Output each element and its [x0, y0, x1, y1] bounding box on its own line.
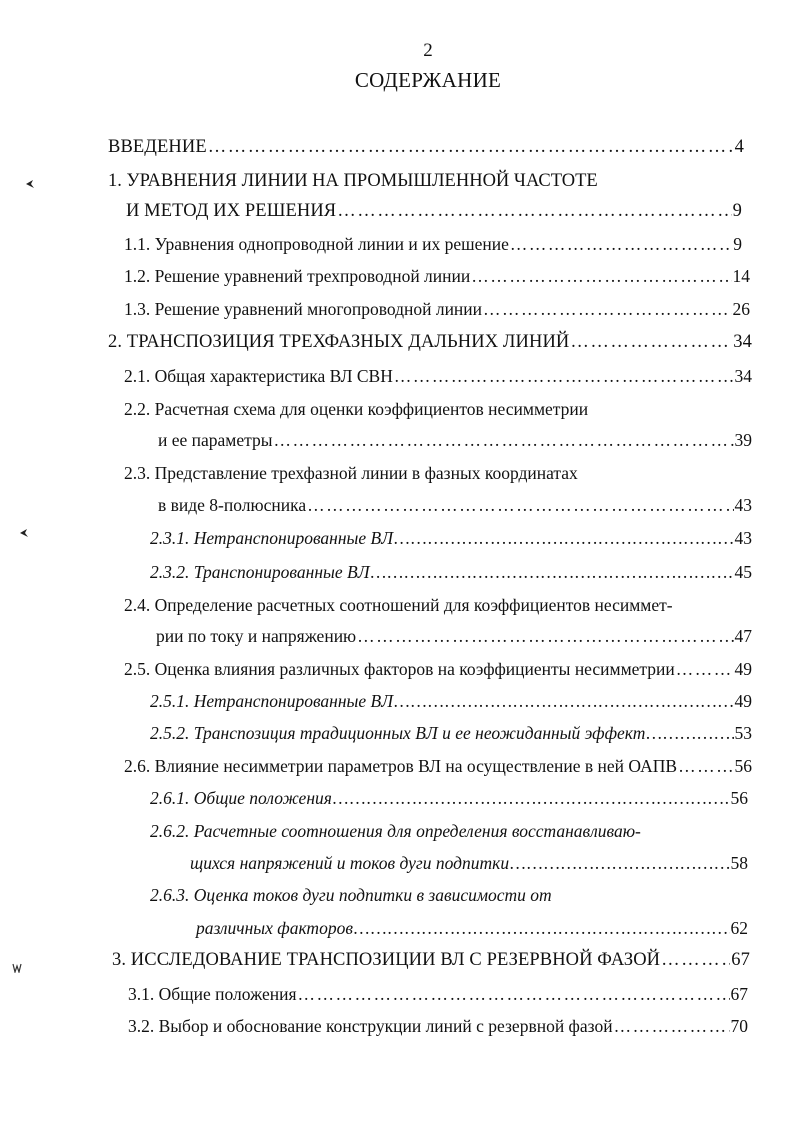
toc-entry-2-2-line1[interactable]: 2.2. Расчетная схема для оценки коэффициентов несимметрии [124, 399, 589, 419]
toc-entry-chapter-1[interactable] [126, 200, 742, 222]
toc-entry-2-6-2-line1[interactable]: 2.6.2. Расчетные соотношения для определения восстанавливаю- [150, 821, 641, 841]
toc-entry-page: 45 [734, 562, 752, 582]
toc-entry-2-6-1[interactable] [150, 787, 748, 809]
toc-entry-page: 49 [734, 659, 752, 679]
toc-entry-page: 39 [734, 430, 752, 450]
toc-entry-label: 2.5.1. Нетранспонированные ВЛ [150, 691, 394, 711]
toc-entry-2-3-1[interactable] [150, 527, 752, 549]
toc-entry-page: 43 [734, 495, 752, 515]
toc-entry-2-3-2[interactable] [150, 561, 752, 583]
leader-dots [208, 136, 734, 158]
toc-entry-label: рии по току и напряжению [156, 626, 357, 646]
toc-entry-1-2[interactable] [124, 265, 750, 287]
leader-dots [614, 1015, 730, 1037]
toc-entry-2-1[interactable] [124, 365, 752, 387]
margin-mark [12, 963, 24, 973]
toc-entry-label: 1.3. Решение уравнений многопроводной линии [124, 299, 483, 319]
toc-entry-2-3-line1[interactable]: 2.3. Представление трехфазной линии в фазных координатах [124, 463, 578, 483]
toc-entry-2-2[interactable] [158, 429, 752, 451]
toc-entry-label: 1.2. Решение уравнений трехпроводной линии [124, 266, 471, 286]
toc-entry-label: 2.6. Влияние несимметрии параметров ВЛ на осуществление в ней ОАПВ [124, 756, 678, 776]
leader-dots [676, 658, 734, 680]
leader-dots [483, 298, 731, 320]
toc-entry-page: 67 [730, 984, 748, 1004]
toc-entry-page: 26 [732, 299, 750, 319]
toc-entry-page: 34 [734, 366, 752, 386]
leader-dots [646, 722, 733, 744]
toc-entry-label: 3.1. Общие положения [128, 984, 297, 1004]
toc-entry-2-4[interactable] [156, 625, 752, 647]
toc-entry-label: щихся напряжений и токов дуги подпитки [190, 853, 510, 873]
leader-dots [678, 755, 733, 777]
toc-entry-label: 2.1. Общая характеристика ВЛ СВН [124, 366, 393, 386]
toc-entry-1-1[interactable] [124, 233, 742, 255]
leader-dots [357, 625, 733, 647]
toc-entry-2-6[interactable] [124, 755, 752, 777]
leader-dots [471, 265, 731, 287]
toc-entry-page: 67 [731, 950, 750, 970]
toc-entry-label: 2.6.1. Общие положения [150, 788, 332, 808]
toc-entry-chapter-3[interactable] [112, 949, 750, 971]
leader-dots [333, 787, 730, 809]
toc-entry-page: 70 [730, 1016, 748, 1036]
toc-entry-2-3[interactable] [158, 494, 752, 516]
toc-entry-page: 47 [734, 626, 752, 646]
leader-dots [371, 561, 734, 583]
toc-entry-page: 14 [732, 266, 750, 286]
toc-entry-page: 56 [730, 788, 748, 808]
toc-entry-label: 2.3.1. Нетранспонированные ВЛ [150, 528, 394, 548]
toc-entry-page: 49 [734, 691, 752, 711]
leader-dots [661, 949, 730, 971]
toc-entry-label: 2.3.2. Транспонированные ВЛ [150, 562, 370, 582]
toc-entry-page: 43 [734, 528, 752, 548]
toc-entry-1-3[interactable] [124, 298, 750, 320]
leader-dots [510, 852, 729, 874]
leader-dots [337, 200, 731, 222]
toc-entry-chapter-2[interactable] [108, 331, 752, 353]
toc-entry-label: 2.5.2. Транспозиция традиционных ВЛ и ее неожиданный эффект [150, 723, 646, 743]
toc-entry-page: 4 [734, 137, 744, 157]
leader-dots [354, 917, 730, 939]
toc-entry-page: 53 [734, 723, 752, 743]
toc-entry-page: 34 [733, 332, 752, 352]
toc-entry-page: 58 [730, 853, 748, 873]
toc-entry-page: 9 [732, 201, 742, 221]
toc-entry-label: в виде 8-полюсника [158, 495, 307, 515]
leader-dots [394, 690, 733, 712]
toc-entry-2-5-2[interactable] [150, 722, 752, 744]
toc-entry-chapter-1-line1[interactable]: 1. УРАВНЕНИЯ ЛИНИИ НА ПРОМЫШЛЕННОЙ ЧАСТОТЕ [108, 171, 598, 191]
page-title: СОДЕРЖАНИЕ [354, 68, 502, 92]
toc-entry-label: ВВЕДЕНИЕ [108, 137, 207, 157]
toc-entry-page: 56 [734, 756, 752, 776]
toc-entry-label: 2. ТРАНСПОЗИЦИЯ ТРЕХФАЗНЫХ ДАЛЬНИХ ЛИНИЙ [108, 332, 570, 352]
toc-entry-label: и ее параметры [158, 430, 273, 450]
toc-entry-2-5-1[interactable] [150, 690, 752, 712]
leader-dots [394, 365, 734, 387]
toc-entry-3-1[interactable] [128, 983, 748, 1005]
page-number: 2 [423, 40, 433, 61]
toc-entry-3-2[interactable] [128, 1015, 748, 1037]
toc-entry-page: 62 [730, 918, 748, 938]
margin-mark [18, 527, 30, 539]
leader-dots [510, 233, 732, 255]
toc-entry-label: И МЕТОД ИХ РЕШЕНИЯ [126, 201, 337, 221]
toc-entry-introduction[interactable] [108, 136, 744, 158]
leader-dots [570, 331, 732, 353]
toc-entry-label: 3.2. Выбор и обоснование конструкции линий с резервной фазой [128, 1016, 613, 1036]
toc-entry-2-6-3-line1[interactable]: 2.6.3. Оценка токов дуги подпитки в зависимости от [150, 885, 552, 905]
toc-entry-2-6-2[interactable] [190, 852, 748, 874]
margin-mark [24, 178, 36, 190]
leader-dots [274, 429, 734, 451]
leader-dots [307, 494, 733, 516]
leader-dots [394, 527, 733, 549]
toc-entry-label: 1.1. Уравнения однопроводной линии и их решение [124, 234, 509, 254]
toc-entry-2-4-line1[interactable]: 2.4. Определение расчетных соотношений для коэффициентов несиммет- [124, 595, 673, 615]
toc-entry-label: различных факторов [196, 918, 353, 938]
leader-dots [298, 983, 730, 1005]
toc-entry-label: 3. ИССЛЕДОВАНИЕ ТРАНСПОЗИЦИИ ВЛ С РЕЗЕРВНОЙ ФАЗОЙ [112, 950, 661, 970]
toc-entry-page: 9 [733, 234, 742, 254]
toc-entry-2-6-3[interactable] [196, 917, 748, 939]
toc-entry-label: 2.5. Оценка влияния различных факторов на коэффициенты несимметрии [124, 659, 675, 679]
toc-entry-2-5[interactable] [124, 658, 752, 680]
